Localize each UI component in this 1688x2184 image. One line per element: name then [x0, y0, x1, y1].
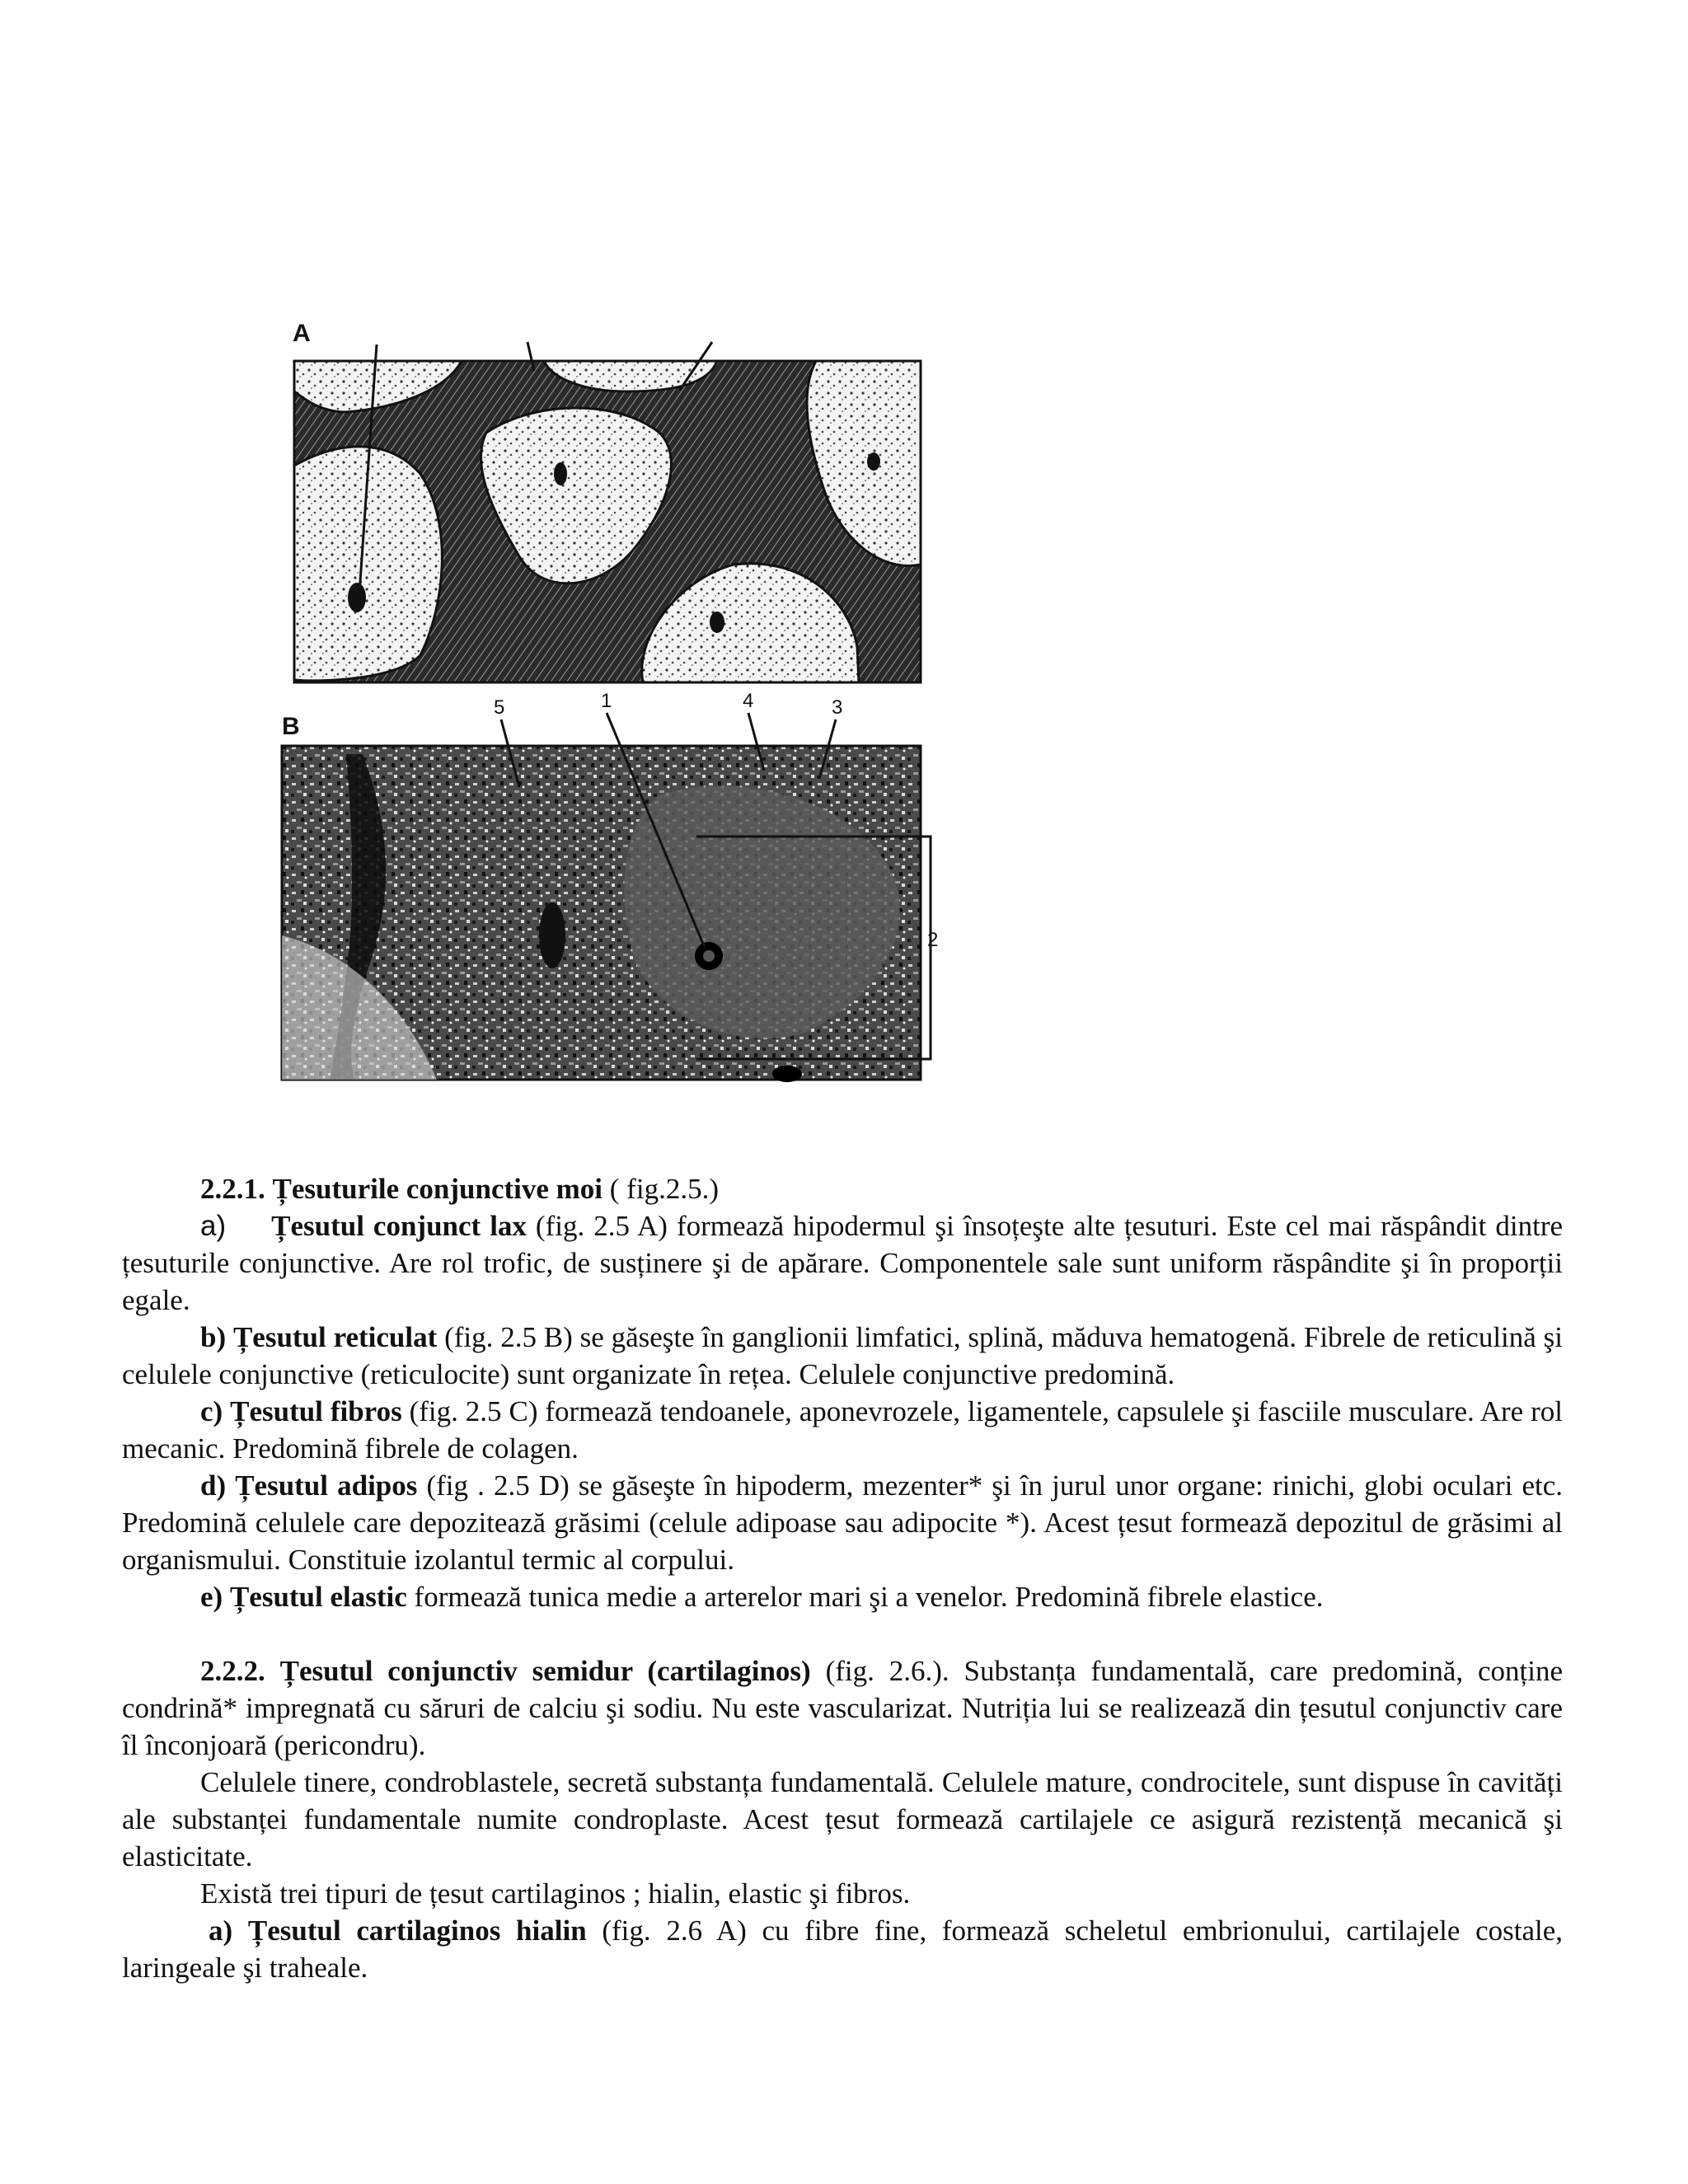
section-2-2-1-title: 2.2.1. Țesuturile conjunctive moi: [200, 1173, 603, 1205]
section-2-2-2-paragraph: [122, 1652, 1563, 1764]
figure-2-5: [272, 309, 948, 1084]
item-a-letter: a): [200, 1210, 227, 1242]
callout-3: 3: [832, 696, 843, 719]
item-e-title: e) Țesutul elastic: [200, 1581, 407, 1613]
hyaline-text: (fig. 2.6 A) cu fibre fine, formează scheletul embrionului, cartilajele costale, laringeale şi traheale.: [122, 1915, 1563, 1984]
item-c-title: c) Țesutul fibros: [200, 1395, 402, 1427]
item-c-text: (fig. 2.5 C) formează tendoanele, aponevrozele, ligamentele, capsulele şi fasciile musculare. Are rol mecanic. Predomină fibrele de colagen.: [122, 1395, 1563, 1465]
section-2-2-1-figref: ( fig.2.5.): [603, 1173, 719, 1205]
section-2-2-2-title: 2.2.2. Țesutul conjunctiv semidur (cartilaginos): [200, 1655, 811, 1687]
body-text: [122, 1170, 1563, 1986]
callout-2: 2: [927, 929, 939, 951]
item-c-fibros: [122, 1393, 1563, 1467]
callout-4: 4: [743, 690, 754, 712]
types-paragraph: Există trei tipuri de țesut cartilaginos ; hialin, elastic şi fibros.: [200, 1877, 911, 1910]
item-d-adipos: [122, 1467, 1563, 1578]
panel-b-label: B: [282, 713, 300, 740]
item-a-lax: [122, 1207, 1563, 1319]
item-d-title: d) Țesutul adipos: [200, 1469, 418, 1502]
item-b-title: b) Țesutul reticulat: [200, 1321, 438, 1353]
item-b-reticulat: [122, 1319, 1563, 1393]
hyaline-paragraph: [122, 1912, 1563, 1986]
section-2-2-2-text: (fig. 2.6.). Substanța fundamentală, care predomină, conține condrină* impregnată cu săruri de calciu şi sodiu. Nu este vascularizat. Nutriția lui se realizează din țesutul conjunctiv care îl înconjoară (pericondru).: [122, 1655, 1563, 1761]
hyaline-title: a) Țesutul cartilaginos hialin: [209, 1915, 587, 1947]
section-2-2-1-heading: [122, 1170, 1563, 1207]
panel-a-label: A: [293, 320, 311, 347]
callout-5: 5: [494, 696, 505, 719]
item-e-elastic: [122, 1578, 1563, 1615]
item-a-text: (fig. 2.5 A) formează hipodermul şi însoțeşte alte țesuturi. Este cel mai răspândit dintre țesuturile conjunctive. Are rol trofic, de susținere şi de apărare. Componentele sale sunt uniform răspândite şi în proporții egale.: [122, 1210, 1564, 1316]
panel-a-image: [294, 342, 921, 682]
callout-1: 1: [601, 690, 612, 712]
item-b-text: (fig. 2.5 B) se găseşte în ganglionii limfatici, splină, măduva hematogenă. Fibrele de reticulină şi celulele conjunctive (reticulocite) sunt organizate în rețea. Celulele conjunctive predomină.: [122, 1321, 1563, 1390]
item-e-text: formează tunica medie a arterelor mari şi a venelor. Predomină fibrele elastice.: [406, 1581, 1324, 1613]
cells-paragraph: Celulele tinere, condroblastele, secretă substanța fundamentală. Celulele mature, condrocitele, sunt dispuse în cavități ale substanței fundamentale numite condroplaste. Acest țesut formează cartilajele ce asigură rezistență mecanică şi elasticitate.: [122, 1766, 1563, 1872]
item-a-title: Țesutul conjunct lax: [271, 1210, 527, 1242]
panel-b-image: [282, 713, 931, 1082]
item-d-text: (fig . 2.5 D) se găseşte în hipoderm, mezenter* şi în jurul unor organe: rinichi, globi oculari etc. Predomină celulele care depozitează grăsimi (celule adipoase sau adipocite *). Acest țesut formează depozitul de grăsimi al organismului. Constituie izolantul termic al corpului.: [122, 1469, 1563, 1576]
figure-drawing: [272, 309, 948, 1084]
